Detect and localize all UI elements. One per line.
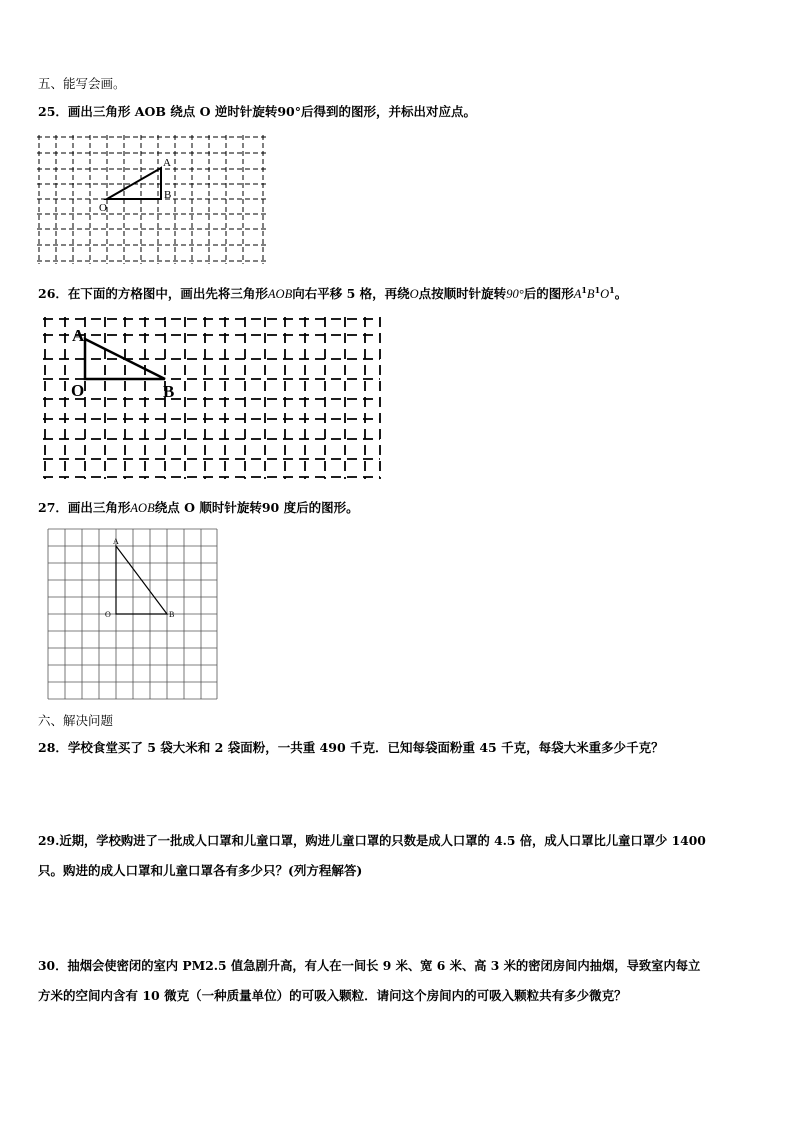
label-a: A (72, 326, 85, 345)
label-a: A (113, 537, 119, 546)
question-28 (38, 740, 664, 756)
question-30-line-2: 方米的空间内含有 10 微克（一种质量单位）的可吸入颗粒．请问这个房间内的可吸入颗粒共有多少微克？ (38, 988, 627, 1003)
question-text: 学校食堂买了 5 袋大米和 2 袋面粉，一共重 490 千克．已知每袋面粉重 45 千克，每袋大米重多少千克？ (67, 740, 664, 755)
label-o: O (71, 381, 85, 400)
label-a: A (163, 157, 171, 169)
question-29-line-1: 29.近期，学校购进了一批成人口罩和儿童口罩，购进儿童口罩的只数是成人口罩的 4.5 倍，成人口罩比儿童口罩少 1400 (38, 833, 706, 848)
dashed-grid (43, 317, 380, 479)
question-number: 27． (38, 500, 68, 515)
section-5-title: 五、能写会画。 (38, 76, 126, 91)
label-o: O (105, 610, 111, 619)
question-25 (38, 104, 476, 120)
question-number: 26． (38, 286, 68, 302)
grid-figure-25 (37, 135, 269, 265)
question-number: 28． (38, 740, 68, 755)
question-26: 26．在下面的方格图中，画出先将三角形AOB向右平移 5 格，再绕O点按顺时针旋转90°后的图形$A^1B^1O^1$。 (38, 285, 628, 302)
question-text: 画出三角形 AOB 绕点 O 逆时针旋转90°后得到的图形，并标出对应点。 (67, 104, 477, 119)
label-o: O (99, 202, 107, 214)
label-b: B (164, 189, 172, 201)
grid-figure-26 (43, 317, 383, 481)
section-6-title: 六、解决问题 (38, 713, 114, 728)
label-b: B (169, 610, 175, 619)
question-29-line-2: 只。购进的成人口罩和儿童口罩各有多少只？(列方程解答) (38, 863, 363, 878)
label-b: B (163, 382, 175, 401)
question-30-line-1: 30．抽烟会使密闭的室内 PM2.5 值急剧升高，有人在一间长 9 米、宽 6 米、高 3 米的密闭房间内抽烟，导致室内每立 (38, 958, 701, 973)
question-27: 27．画出三角形AOB绕点 O 顺时针旋转90 度后的图形。 (38, 500, 359, 515)
grid-figure-27 (47, 528, 219, 702)
question-number: 25． (38, 104, 68, 119)
